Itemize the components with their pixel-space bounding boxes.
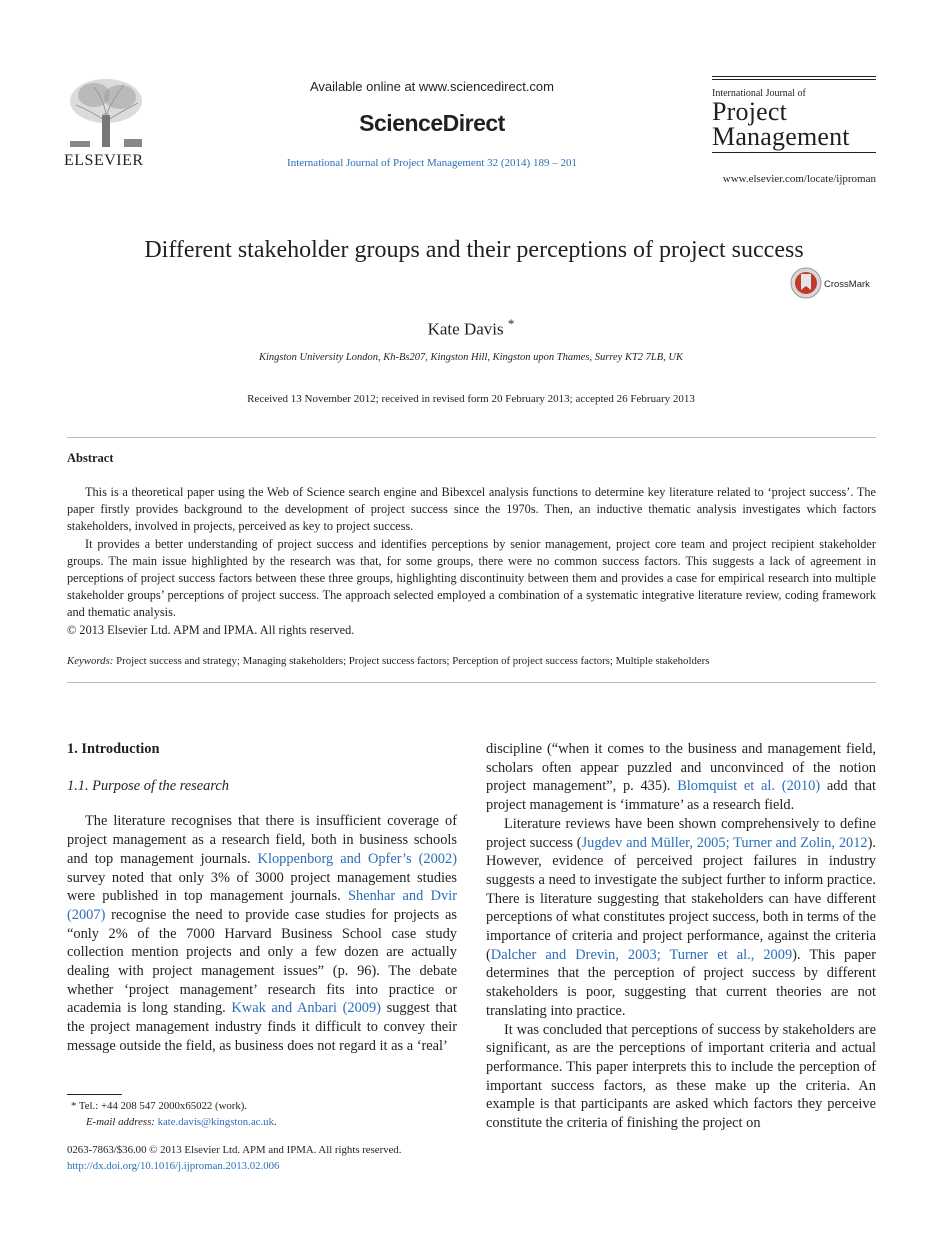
article-title: Different stakeholder groups and their perceptions of project success <box>144 237 804 263</box>
abstract-paragraph: It provides a better understanding of project success and identifies perceptions by senior management, project core team and project recipient stakeholder groups. The main issue highlighted by the research was that, for some groups, there were no common success factors. This suggests a lack of agreement in perceptions of project success factors between these three groups, highlighting discontinuity between them and provides a case for empirical research into multiple stakeholder groups’ perceptions of project success. The approach selected employed a combination of a systematic integrative literature review, coding framework and thematic analysis. <box>67 536 876 620</box>
section-heading: 1. Introduction <box>67 741 160 757</box>
body-paragraph <box>67 812 457 1055</box>
reference-link[interactable]: Dalcher and Drevin, 2003; Turner et al., 2009 <box>490 946 793 963</box>
body-paragraph: It was concluded that perceptions of success by stakeholders are significant, as are the perceptions of important criteria and actual performance. This paper interprets this to include the perception of important success factors, as these make up the criteria. An example is that participants are asked which factors they perceive constitute the criteria of finishing the project on <box>486 1021 876 1132</box>
body-text: The literature recognises that there is insufficient coverage of project management as a research field, both in business schools and top management journals. <box>67 813 457 867</box>
journal-logo <box>712 76 876 155</box>
footnote-divider <box>67 1094 122 1095</box>
journal-citation-link[interactable]: International Journal of Project Management 32 (2014) 189 – 201 <box>287 157 577 169</box>
crossmark-label[interactable]: CrossMark <box>824 279 870 290</box>
reference-link[interactable]: Shenhar and Dvir (2007) <box>67 888 457 923</box>
keywords-list: Project success and strategy; Managing stakeholders; Project success factors; Perception of project success factors; Multiple stakeholders <box>116 655 710 667</box>
body-paragraph <box>486 815 876 1021</box>
body-paragraph <box>486 740 876 815</box>
divider <box>712 79 876 80</box>
body-text: suggest that the project management industry finds it difficult to convey their message outside the field, as business does not regard it as a ‘real’ <box>67 1000 457 1054</box>
crossmark-icon[interactable] <box>790 266 822 302</box>
journal-label-line2: Management <box>712 122 850 151</box>
body-text: ). This paper determines that the perception of project success by different stakeholders is poor, suggesting that current theories are not translating into practice. <box>486 946 876 1019</box>
footnote-email-label: E-mail address: <box>86 1115 155 1128</box>
reference-link[interactable]: Blomquist et al. (2010) <box>677 778 821 795</box>
sciencedirect-logo: ScienceDirect <box>359 110 505 136</box>
body-text: Literature reviews have been shown comprehensively to define project success ( <box>486 815 876 851</box>
abstract-body <box>67 484 876 639</box>
journal-label-small: International Journal of <box>712 88 806 99</box>
keywords <box>67 655 876 667</box>
subsection-heading: 1.1. Purpose of the research <box>67 777 229 794</box>
body-text: survey noted that only 3% of 3000 project management studies were published in top management journals. <box>67 869 457 905</box>
abstract-paragraph: This is a theoretical paper using the Web of Science search engine and Bibexcel analysis functions to determine key literature related to ‘project success’. The paper firstly provides background to the development of project success since the 1970s. Then, an inductive thematic analysis investigates which factors stakeholders, involved in projects, perceived as key to project success. <box>67 485 876 534</box>
author-footnote-mark[interactable]: * <box>507 316 515 331</box>
issn-block <box>67 1142 487 1174</box>
body-text: discipline (“when it comes to the business and management field, scholars often appear puzzled and unconvinced of the notion project management”, p. 435). <box>486 741 876 795</box>
author-affiliation: Kingston University London, Kh-Bs207, Kingston Hill, Kingston upon Thames, Surrey KT2 7LB, UK <box>258 352 683 363</box>
journal-url[interactable]: www.elsevier.com/locate/ijproman <box>722 173 876 185</box>
author-name <box>0 316 925 340</box>
journal-label-line1: Project <box>712 97 788 126</box>
divider <box>67 682 876 683</box>
body-text: add that project management is ‘immature’ as a research field. <box>486 778 876 814</box>
body-left-column <box>67 740 457 1056</box>
available-online-text: Available online at www.sciencedirect.com <box>310 79 554 94</box>
footnote-email-end: . <box>273 1115 277 1128</box>
footnote-tel: Tel.: +44 208 547 2000x65022 (work). <box>78 1100 248 1112</box>
footnote-tel-line <box>67 1099 457 1115</box>
body-right-column <box>486 740 876 1133</box>
body-text: ). However, evidence of perceived project failures in industry suggests a need to investigate the subject further to inform practice. There is literature suggesting that stakeholders can have different perceptions of what constitutes project success, both in terms of the importance of criteria and project performance, against the criteria ( <box>486 834 876 963</box>
reference-link[interactable]: Jugdev and Müller, 2005; Turner and Zolin, 2012 <box>581 834 868 851</box>
email-link[interactable]: kate.davis@kingston.ac.uk <box>157 1115 274 1128</box>
abstract-copyright: © 2013 Elsevier Ltd. APM and IPMA. All rights reserved. <box>67 622 355 637</box>
article-history: Received 13 November 2012; received in revised form 20 February 2013; accepted 26 February 2013 <box>247 393 695 405</box>
divider <box>712 76 876 77</box>
doi-link[interactable]: http://dx.doi.org/10.1016/j.ijproman.2013.02.006 <box>67 1160 280 1172</box>
keywords-label: Keywords: <box>67 655 114 667</box>
author-name-text: Kate Davis <box>427 319 504 339</box>
body-text: recognise the need to provide case studies for projects as “only 2% of the 7000 Harvard Business School case study collection mention projects and only a few dozen are actually dealing with project management issues” (p. 96). The debate whether ‘project management’ research fits into practice or academia is long standing. <box>67 906 457 1017</box>
reference-link[interactable]: Kloppenborg and Opfer’s (2002) <box>257 850 457 867</box>
reference-link[interactable]: Kwak and Anbari (2009) <box>231 1000 381 1017</box>
divider <box>712 152 876 153</box>
divider <box>67 437 876 438</box>
issn-line: 0263-7863/$36.00 © 2013 Elsevier Ltd. APM and IPMA. All rights reserved. <box>67 1144 402 1156</box>
footnote-mark: * <box>71 1100 77 1112</box>
publisher-name: ELSEVIER <box>64 152 144 169</box>
footnote-email-line <box>67 1115 457 1131</box>
author-footnote <box>67 1099 457 1130</box>
abstract-heading: Abstract <box>67 451 114 465</box>
